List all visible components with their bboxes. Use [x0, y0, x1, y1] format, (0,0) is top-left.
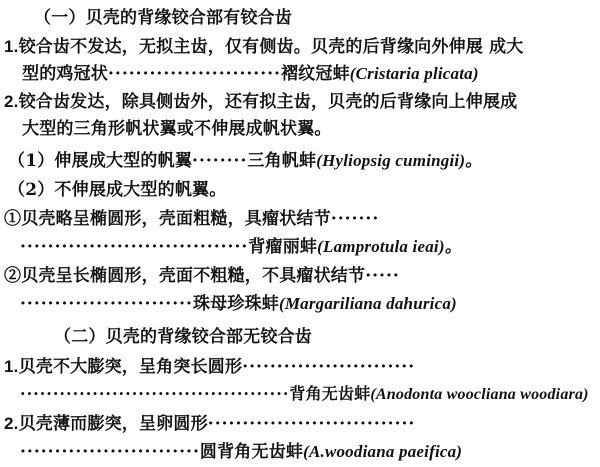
circled-item-text: ②贝壳呈长椭圆形，壳面不粗糙，不具瘤状结节 [4, 266, 366, 286]
section-1-heading-text: （一）贝壳的背缘铰合部有铰合齿 [34, 8, 292, 28]
species-latin-name: (A.woodiana paeifica) [303, 442, 463, 461]
item-number: 2. [4, 92, 19, 111]
item-text: 铰合齿发达，除具侧齿外，还有拟主齿，贝壳的后背缘向上伸展成 [18, 92, 518, 112]
sub-label: （2）不伸展成大型的帆翼。 [8, 180, 227, 200]
leader-dots: ······· [330, 209, 380, 229]
leader-dots: ········ [192, 151, 248, 171]
leader-dots: ························· [20, 294, 193, 314]
species-name: 背瘤丽蚌 [248, 237, 318, 257]
leader-dots: ·························· [20, 442, 200, 462]
section-1-sub-1 [8, 151, 482, 171]
species-latin-name: (Margariliana dahurica) [278, 294, 457, 313]
section-1-circled-2-continuation [20, 294, 457, 314]
species-name: 背角无齿蚌 [289, 384, 371, 403]
item-number: 1. [4, 37, 19, 56]
leader-dots: ········································· [20, 384, 290, 403]
item-number: 2. [4, 414, 19, 433]
section-2-heading [54, 327, 312, 347]
section-1-sub-2 [8, 180, 226, 200]
section-2-item-2-continuation [20, 442, 462, 462]
section-1-circled-2 [4, 266, 400, 286]
leader-dots: ······························ [207, 414, 416, 434]
species-latin-name: (Cristaria plicata) [349, 64, 479, 83]
species-latin-name: (Lamprotula ieai)。 [317, 237, 462, 256]
circled-item-text: ①贝壳略呈椭圆形，壳面粗糙，具瘤状结节 [4, 209, 331, 229]
species-latin-name: (Hyliopsig cumingii)。 [316, 151, 483, 170]
item-text: 铰合齿不发达，无拟主齿，仅有侧齿。贝壳的后背缘向外伸展 成大 [18, 37, 524, 57]
leader-dots: ································· [20, 237, 249, 257]
section-1-item-2-continuation [22, 119, 332, 139]
species-name: 圆背角无齿蚌 [199, 442, 304, 462]
section-2-item-2 [4, 414, 415, 434]
section-1-circled-1 [4, 209, 379, 229]
species-name: 珠母珍珠蚌 [192, 294, 279, 314]
sub-label: （1）伸展成大型的帆翼 [8, 151, 193, 171]
section-2-item-1 [4, 357, 415, 377]
leader-dots: ························· [242, 357, 416, 377]
section-2-item-1-continuation [20, 384, 589, 405]
species-latin-name: (Anodonta woocliana woodiara) [370, 386, 589, 403]
item-text: 贝壳薄而膨突，呈卵圆形 [18, 414, 208, 434]
item-continuation-text: 型的鸡冠状 [22, 64, 108, 84]
species-name: 褶纹冠蚌 [280, 64, 350, 84]
section-1-item-2 [4, 92, 517, 112]
section-1-circled-1-continuation [20, 237, 462, 257]
section-1-heading [34, 8, 292, 28]
leader-dots: ························· [108, 64, 281, 84]
section-1-item-1-continuation [22, 64, 479, 84]
section-2-heading-text: （二）贝壳的背缘铰合部无铰合齿 [54, 327, 312, 347]
section-1-item-1 [4, 37, 524, 57]
item-number: 1. [4, 357, 19, 376]
leader-dots: ····· [365, 266, 400, 286]
item-text: 贝壳不大膨突，呈角突长圆形 [18, 357, 243, 377]
species-name: 三角帆蚌 [247, 151, 317, 171]
item-continuation-text: 大型的三角形帆状翼或不伸展成帆状翼。 [22, 119, 332, 139]
